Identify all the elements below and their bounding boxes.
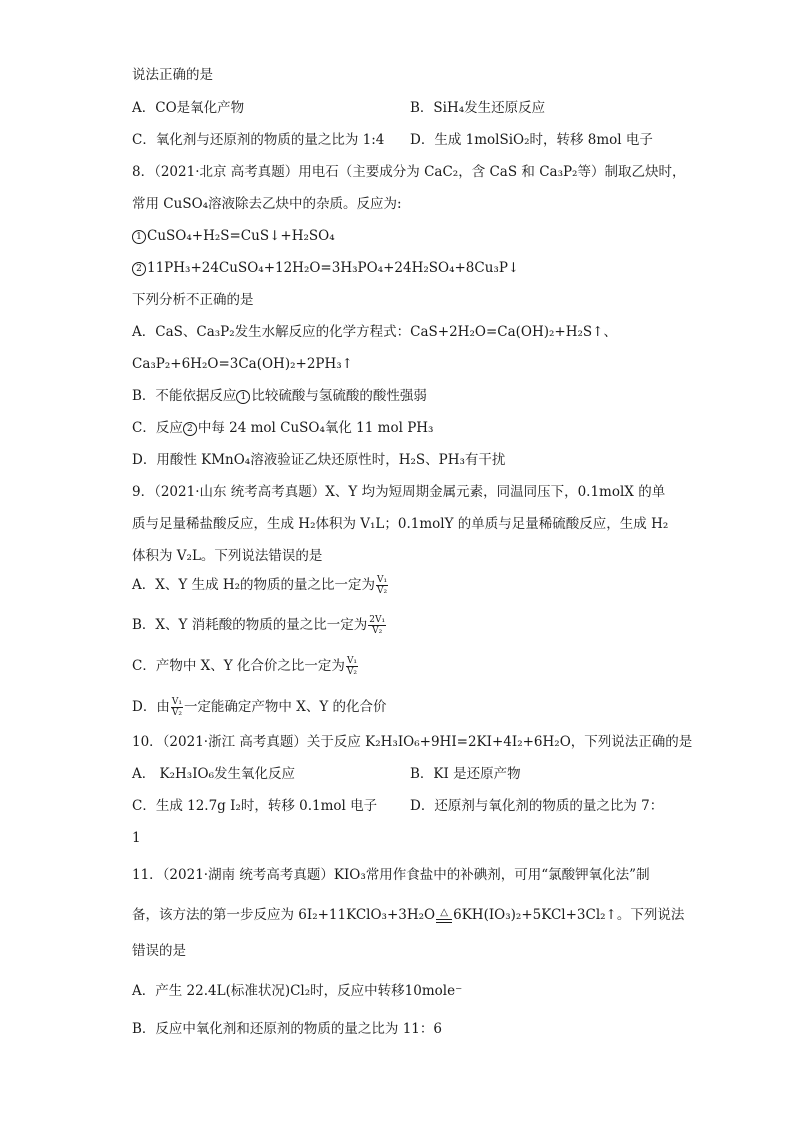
- option-8c: [132, 419, 433, 437]
- circled-number: 1: [132, 230, 146, 244]
- heating-condition: △: [436, 909, 452, 923]
- question-11-stem-2: [132, 906, 684, 924]
- option-8a-2: Ca₃P₂+6H₂O=3Ca(OH)₂+2PH₃↑: [132, 356, 353, 372]
- option-11b: B．反应中氧化剂和还原剂的物质的量之比为 11：6: [132, 1021, 442, 1037]
- question-11-post: 6KH(IO₃)₂+5KCl+3Cl₂↑。下列说法: [453, 907, 685, 923]
- option-10d-cont: 1: [132, 830, 141, 846]
- option-9d: [132, 697, 387, 718]
- question-9-stem-2: 质与足量稀盐酸反应，生成 H₂体积为 V₁L；0.1molY 的单质与足量稀硫酸反应，生成 H₂: [132, 516, 669, 532]
- option-8c-post: 中每 24 mol CuSO₄氧化 11 mol PH₃: [197, 420, 434, 436]
- question-11-stem-1: 11．（2021·湖南 统考高考真题）KIO₃常用作食盐中的补碘剂，可用“氯酸钾氧化法”制: [132, 867, 650, 883]
- option-8b-post: 比较硫酸与氢硫酸的酸性强弱: [251, 388, 427, 404]
- option-7d: D．生成 1molSiO₂时，转移 8mol 电子: [410, 132, 653, 148]
- option-7b: B．SiH₄发生还原反应: [410, 100, 546, 116]
- option-10b: B．KI 是还原产物: [410, 766, 521, 782]
- option-8d: D．用酸性 KMnO₄溶液验证乙炔还原性时，H₂S、PH₃有干扰: [132, 452, 506, 468]
- question-8-stem-1: 8．（2021·北京 高考真题）用电石（主要成分为 CaC₂，含 CaS 和 Ca₃P₂等）制取乙炔时，: [132, 164, 686, 180]
- option-9c-text: C．产物中 X、Y 化合价之比一定为: [132, 658, 345, 674]
- reaction-1-text: CuSO₄+H₂S=CuS↓+H₂SO₄: [147, 228, 335, 244]
- option-7a: A．CO是氧化产物: [132, 100, 245, 116]
- question-8-stem-2: 常用 CuSO₄溶液除去乙炔中的杂质。反应为:: [132, 196, 402, 212]
- question-8-prompt: 下列分析不正确的是: [132, 292, 254, 308]
- question-10-stem: 10．（2021·浙江 高考真题）关于反应 K₂H₃IO₆+9HI=2KI+4I₂+6H₂O，下列说法正确的是: [132, 734, 693, 750]
- option-9b-text: B．X、Y 消耗酸的物质的量之比一定为: [132, 617, 368, 633]
- option-10c: C．生成 12.7g I₂时，转移 0.1mol 电子: [132, 798, 378, 814]
- circled-number: 2: [132, 262, 146, 276]
- circled-number: 2: [183, 422, 197, 436]
- fraction: $\frac{\text{V₁}}{\text{V₂}}$: [346, 656, 358, 677]
- option-8a-1: A．CaS、Ca₃P₂发生水解反应的化学方程式：CaS+2H₂O=Ca(OH)₂+H₂S↑、: [132, 324, 617, 340]
- text-line: 说法正确的是: [132, 67, 213, 83]
- option-8c-pre: C．反应: [132, 420, 183, 436]
- option-9d-post: 一定能确定产物中 X、Y 的化合价: [183, 699, 387, 715]
- fraction: $\frac{\text{V₁}}{\text{V₂}}$: [171, 697, 182, 718]
- fraction: $\frac{\text{V₁}}{\text{V₂}}$: [377, 575, 388, 596]
- option-9a-text: A．X、Y 生成 H₂的物质的量之比一定为: [132, 577, 376, 593]
- option-10a: A． K₂H₃IO₆发生氧化反应: [132, 766, 296, 782]
- option-9a: [132, 575, 389, 596]
- question-9-stem-3: 体积为 V₂L。下列说法错误的是: [132, 548, 323, 564]
- question-11-stem-3: 错误的是: [132, 943, 186, 959]
- option-8b-pre: B．不能依据反应: [132, 388, 237, 404]
- question-9-stem-1: 9．（2021·山东 统考高考真题）X、Y 均为短周期金属元素，同温同压下，0.1molX 的单: [132, 484, 666, 500]
- reaction-2: [132, 259, 519, 277]
- option-7c: C．氧化剂与还原剂的物质的量之比为 1:4: [132, 132, 385, 148]
- option-9d-pre: D．由: [132, 699, 170, 715]
- option-9b: [132, 615, 387, 636]
- option-8b: [132, 387, 427, 405]
- reaction-1: [132, 227, 335, 245]
- option-9c: [132, 656, 359, 677]
- option-11a: A．产生 22.4L(标准状况)Cl₂时，反应中转移10mole⁻: [132, 983, 463, 999]
- reaction-2-text: 11PH₃+24CuSO₄+12H₂O=3H₃PO₄+24H₂SO₄+8Cu₃P↓: [147, 260, 520, 276]
- fraction: $\frac{\text{2V₁}}{\text{V₂}}$: [369, 615, 386, 636]
- option-10d: D．还原剂与氧化剂的物质的量之比为 7：: [410, 798, 664, 814]
- circled-number: 1: [236, 390, 250, 404]
- question-11-pre: 备，该方法的第一步反应为 6I₂+11KClO₃+3H₂O: [132, 907, 436, 923]
